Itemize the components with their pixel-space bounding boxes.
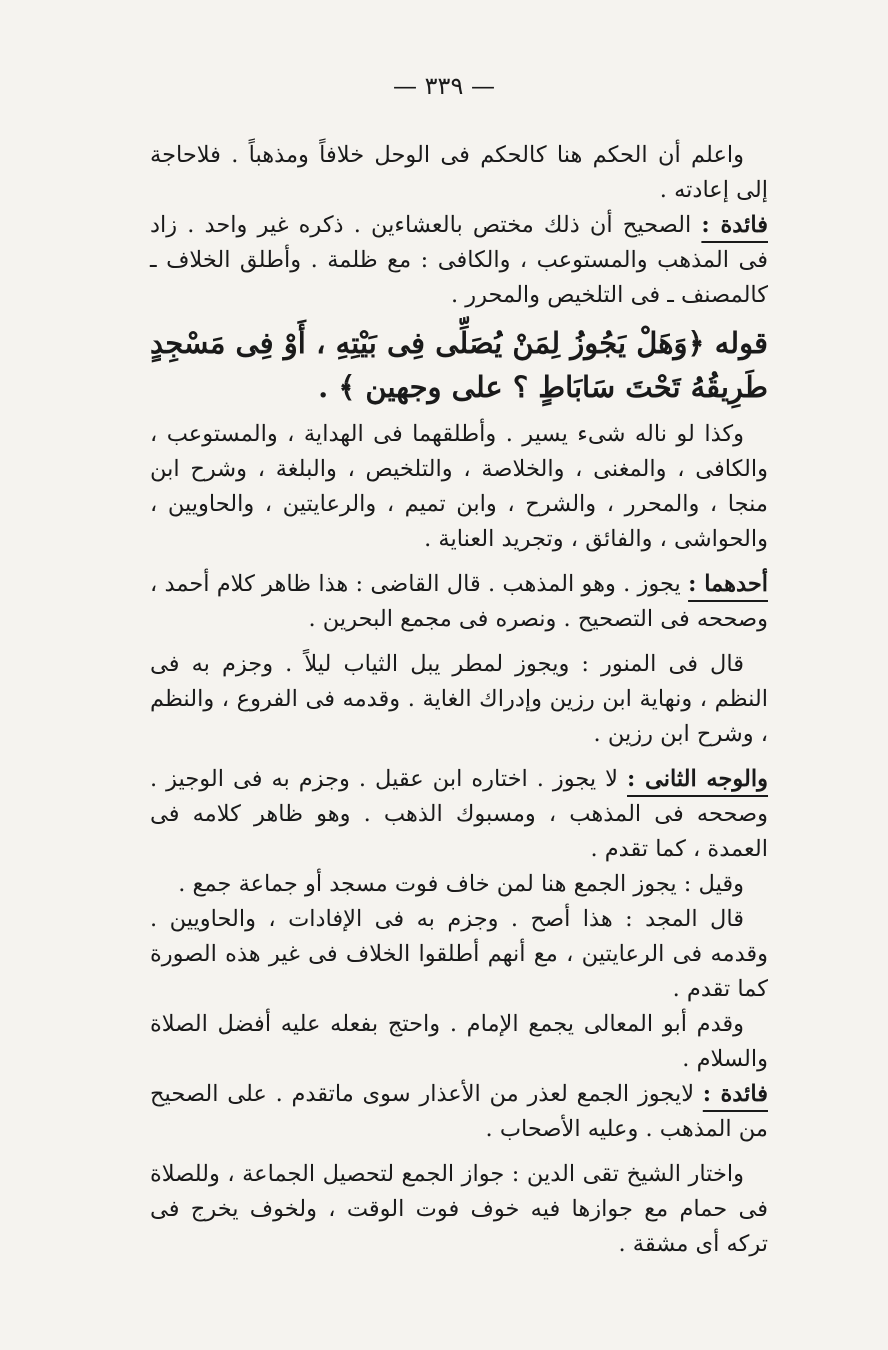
paragraph-text: قال فى المنور : ويجوز لمطر يبل الثياب ليلاً . وجزم به فى النظم ، ونهاية ابن رزين وإدراك الغاية . وقدمه فى الفروع ، والنظم ، وشرح ابن رزين . — [150, 651, 768, 747]
paragraph-1 — [150, 138, 768, 208]
section-label: فائدة : — [701, 212, 768, 238]
paragraph-9 — [150, 902, 768, 1007]
paragraph-text: وقيل : يجوز الجمع هنا لمن خاف فوت مسجد أو جماعة جمع . — [178, 871, 744, 897]
quote-text: قوله ﴿وَهَلْ يَجُوزُ لِمَنْ يُصَلِّى فِى بَيْتِهِ ، أَوْ فِى مَسْجِدٍ طَرِيقُهُ تَحْتَ سَابَاطٍ ؟ على وجهين ﴾ . — [150, 326, 768, 404]
paragraph-text: لايجوز الجمع لعذر من الأعذار سوى ماتقدم . على الصحيح من المذهب . وعليه الأصحاب . — [150, 1081, 768, 1142]
paragraph-text: وكذا لو ناله شىء يسير . وأطلقهما فى الهداية ، والمستوعب ، والكافى ، والمغنى ، والخلاصة ، والتلخيص ، والبلغة ، وشرح ابن منجا ، والمحرر ، والشرح ، وابن تميم ، والرعايتين ، والحاويين ، والحواشى ، والفائق ، وتجريد العناية . — [150, 421, 768, 552]
paragraph-first-view — [150, 567, 768, 637]
paragraph-4 — [150, 417, 768, 557]
paragraph-text: وقدم أبو المعالى يجمع الإمام . واحتج بفعله عليه أفضل الصلاة والسلام . — [150, 1011, 768, 1072]
paragraph-text: قال المجد : هذا أصح . وجزم به فى الإفادات ، والحاويين . وقدمه فى الرعايتين ، مع أنهم أطلقوا الخلاف فى غير هذه الصورة كما تقدم . — [150, 906, 768, 1002]
paragraph-text: يجوز . وهو المذهب . قال القاضى : هذا ظاهر كلام أحمد ، وصححه فى التصحيح . ونصره فى مجمع البحرين . — [150, 571, 768, 632]
paragraph-text: لا يجوز . اختاره ابن عقيل . وجزم به فى الوجيز . وصححه فى المذهب ، ومسبوك الذهب . وهو ظاهر كلامه فى العمدة ، كما تقدم . — [150, 766, 768, 862]
paragraph-fayda-1 — [150, 208, 768, 313]
paragraph-text: واعلم أن الحكم هنا كالحكم فى الوحل خلافاً ومذهباً . فلاحاجة إلى إعادته . — [150, 142, 768, 203]
paragraph-12 — [150, 1157, 768, 1262]
paragraph-8 — [150, 867, 768, 902]
paragraph-6 — [150, 647, 768, 752]
quoted-matn — [150, 321, 768, 409]
section-label: والوجه الثانى : — [627, 766, 769, 792]
page-body — [150, 138, 768, 1262]
paragraph-fayda-2 — [150, 1077, 768, 1147]
paragraph-10 — [150, 1007, 768, 1077]
page-number: — ٣٣٩ — — [393, 72, 495, 100]
paragraph-second-view — [150, 762, 768, 867]
paragraph-text: واختار الشيخ تقى الدين : جواز الجمع لتحصيل الجماعة ، وللصلاة فى حمام مع جوازها فيه خوف فوت الوقت ، ولخوف يخرج فى تركه أى مشقة . — [150, 1161, 768, 1257]
paragraph-text: الصحيح أن ذلك مختص بالعشاءين . ذكره غير واحد . زاد فى المذهب والمستوعب ، والكافى : مع ظلمة . وأطلق الخلاف ـ كالمصنف ـ فى التلخيص والمحرر . — [150, 212, 768, 308]
section-label: أحدهما : — [688, 571, 768, 597]
section-label: فائدة : — [702, 1081, 768, 1107]
